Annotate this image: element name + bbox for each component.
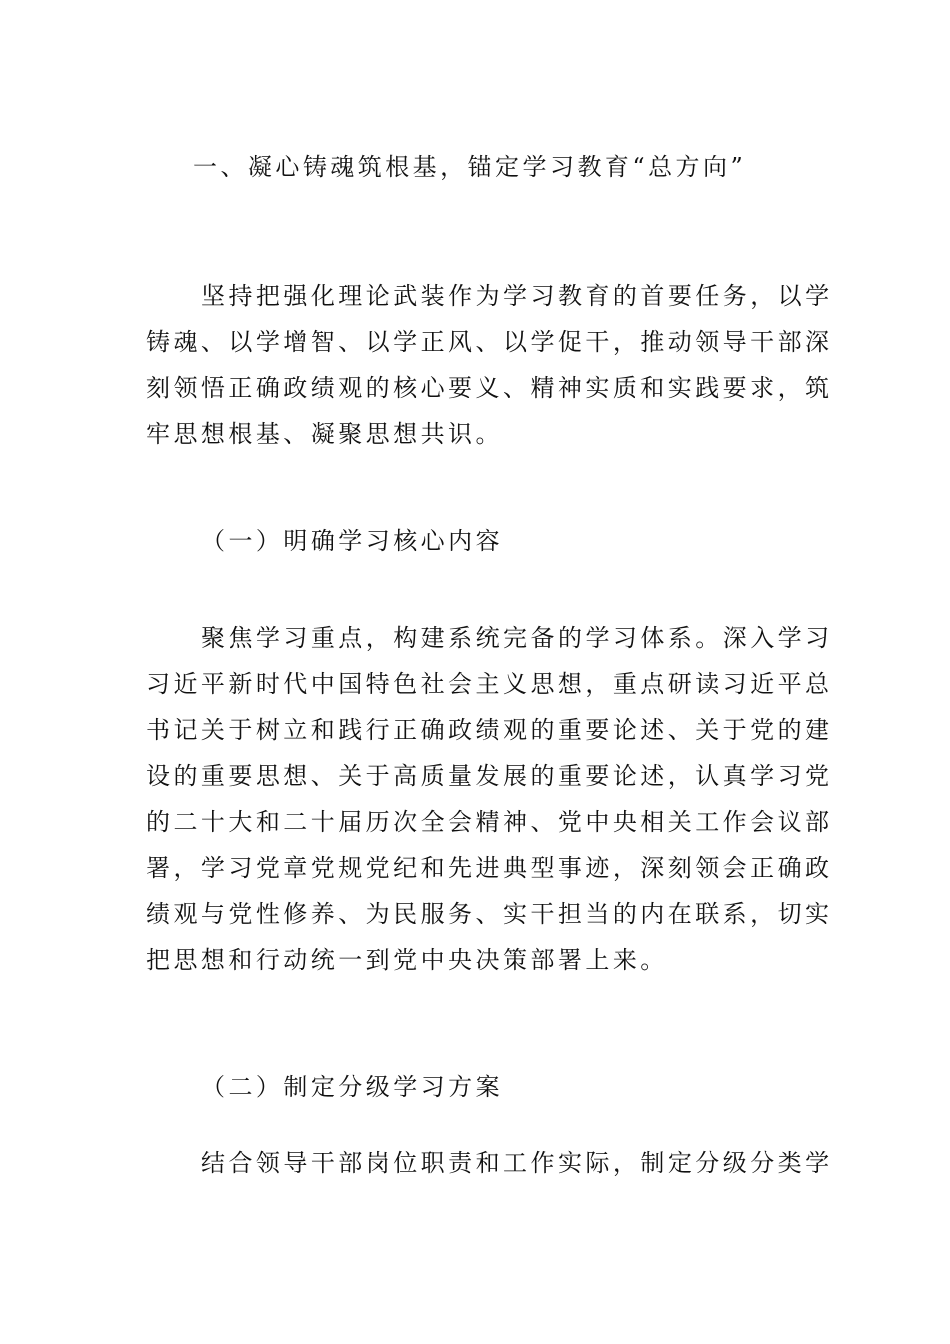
paragraph-line: 设的重要思想、关于高质量发展的重要论述，认真学习党: [146, 762, 833, 790]
paragraph-line: 聚焦学习重点，构建系统完备的学习体系。深入学习: [201, 624, 833, 652]
paragraph-line: 把思想和行动统一到党中央决策部署上来。: [146, 946, 668, 974]
subheading-1: （一）明确学习核心内容: [201, 527, 504, 555]
paragraph-line: 绩观与党性修养、为民服务、实干担当的内在联系，切实: [146, 900, 833, 928]
paragraph-line: 铸魂、以学增智、以学正风、以学促干，推动领导干部深: [146, 328, 833, 356]
paragraph-line: 刻领悟正确政绩观的核心要义、精神实质和实践要求，筑: [146, 374, 833, 402]
paragraph-line: 书记关于树立和践行正确政绩观的重要论述、关于党的建: [146, 716, 833, 744]
paragraph-line: 习近平新时代中国特色社会主义思想，重点研读习近平总: [146, 670, 833, 698]
paragraph-line: 牢思想根基、凝聚思想共识。: [146, 420, 503, 448]
paragraph-line: 署，学习党章党规党纪和先进典型事迹，深刻领会正确政: [146, 854, 833, 882]
section-heading: 一、凝心铸魂筑根基，锚定学习教育“总方向”: [193, 153, 747, 181]
paragraph-line: 坚持把强化理论武装作为学习教育的首要任务，以学: [201, 282, 833, 310]
paragraph-line: 结合领导干部岗位职责和工作实际，制定分级分类学: [201, 1149, 833, 1177]
subheading-2: （二）制定分级学习方案: [201, 1073, 504, 1101]
paragraph-line: 的二十大和二十届历次全会精神、党中央相关工作会议部: [146, 808, 833, 836]
